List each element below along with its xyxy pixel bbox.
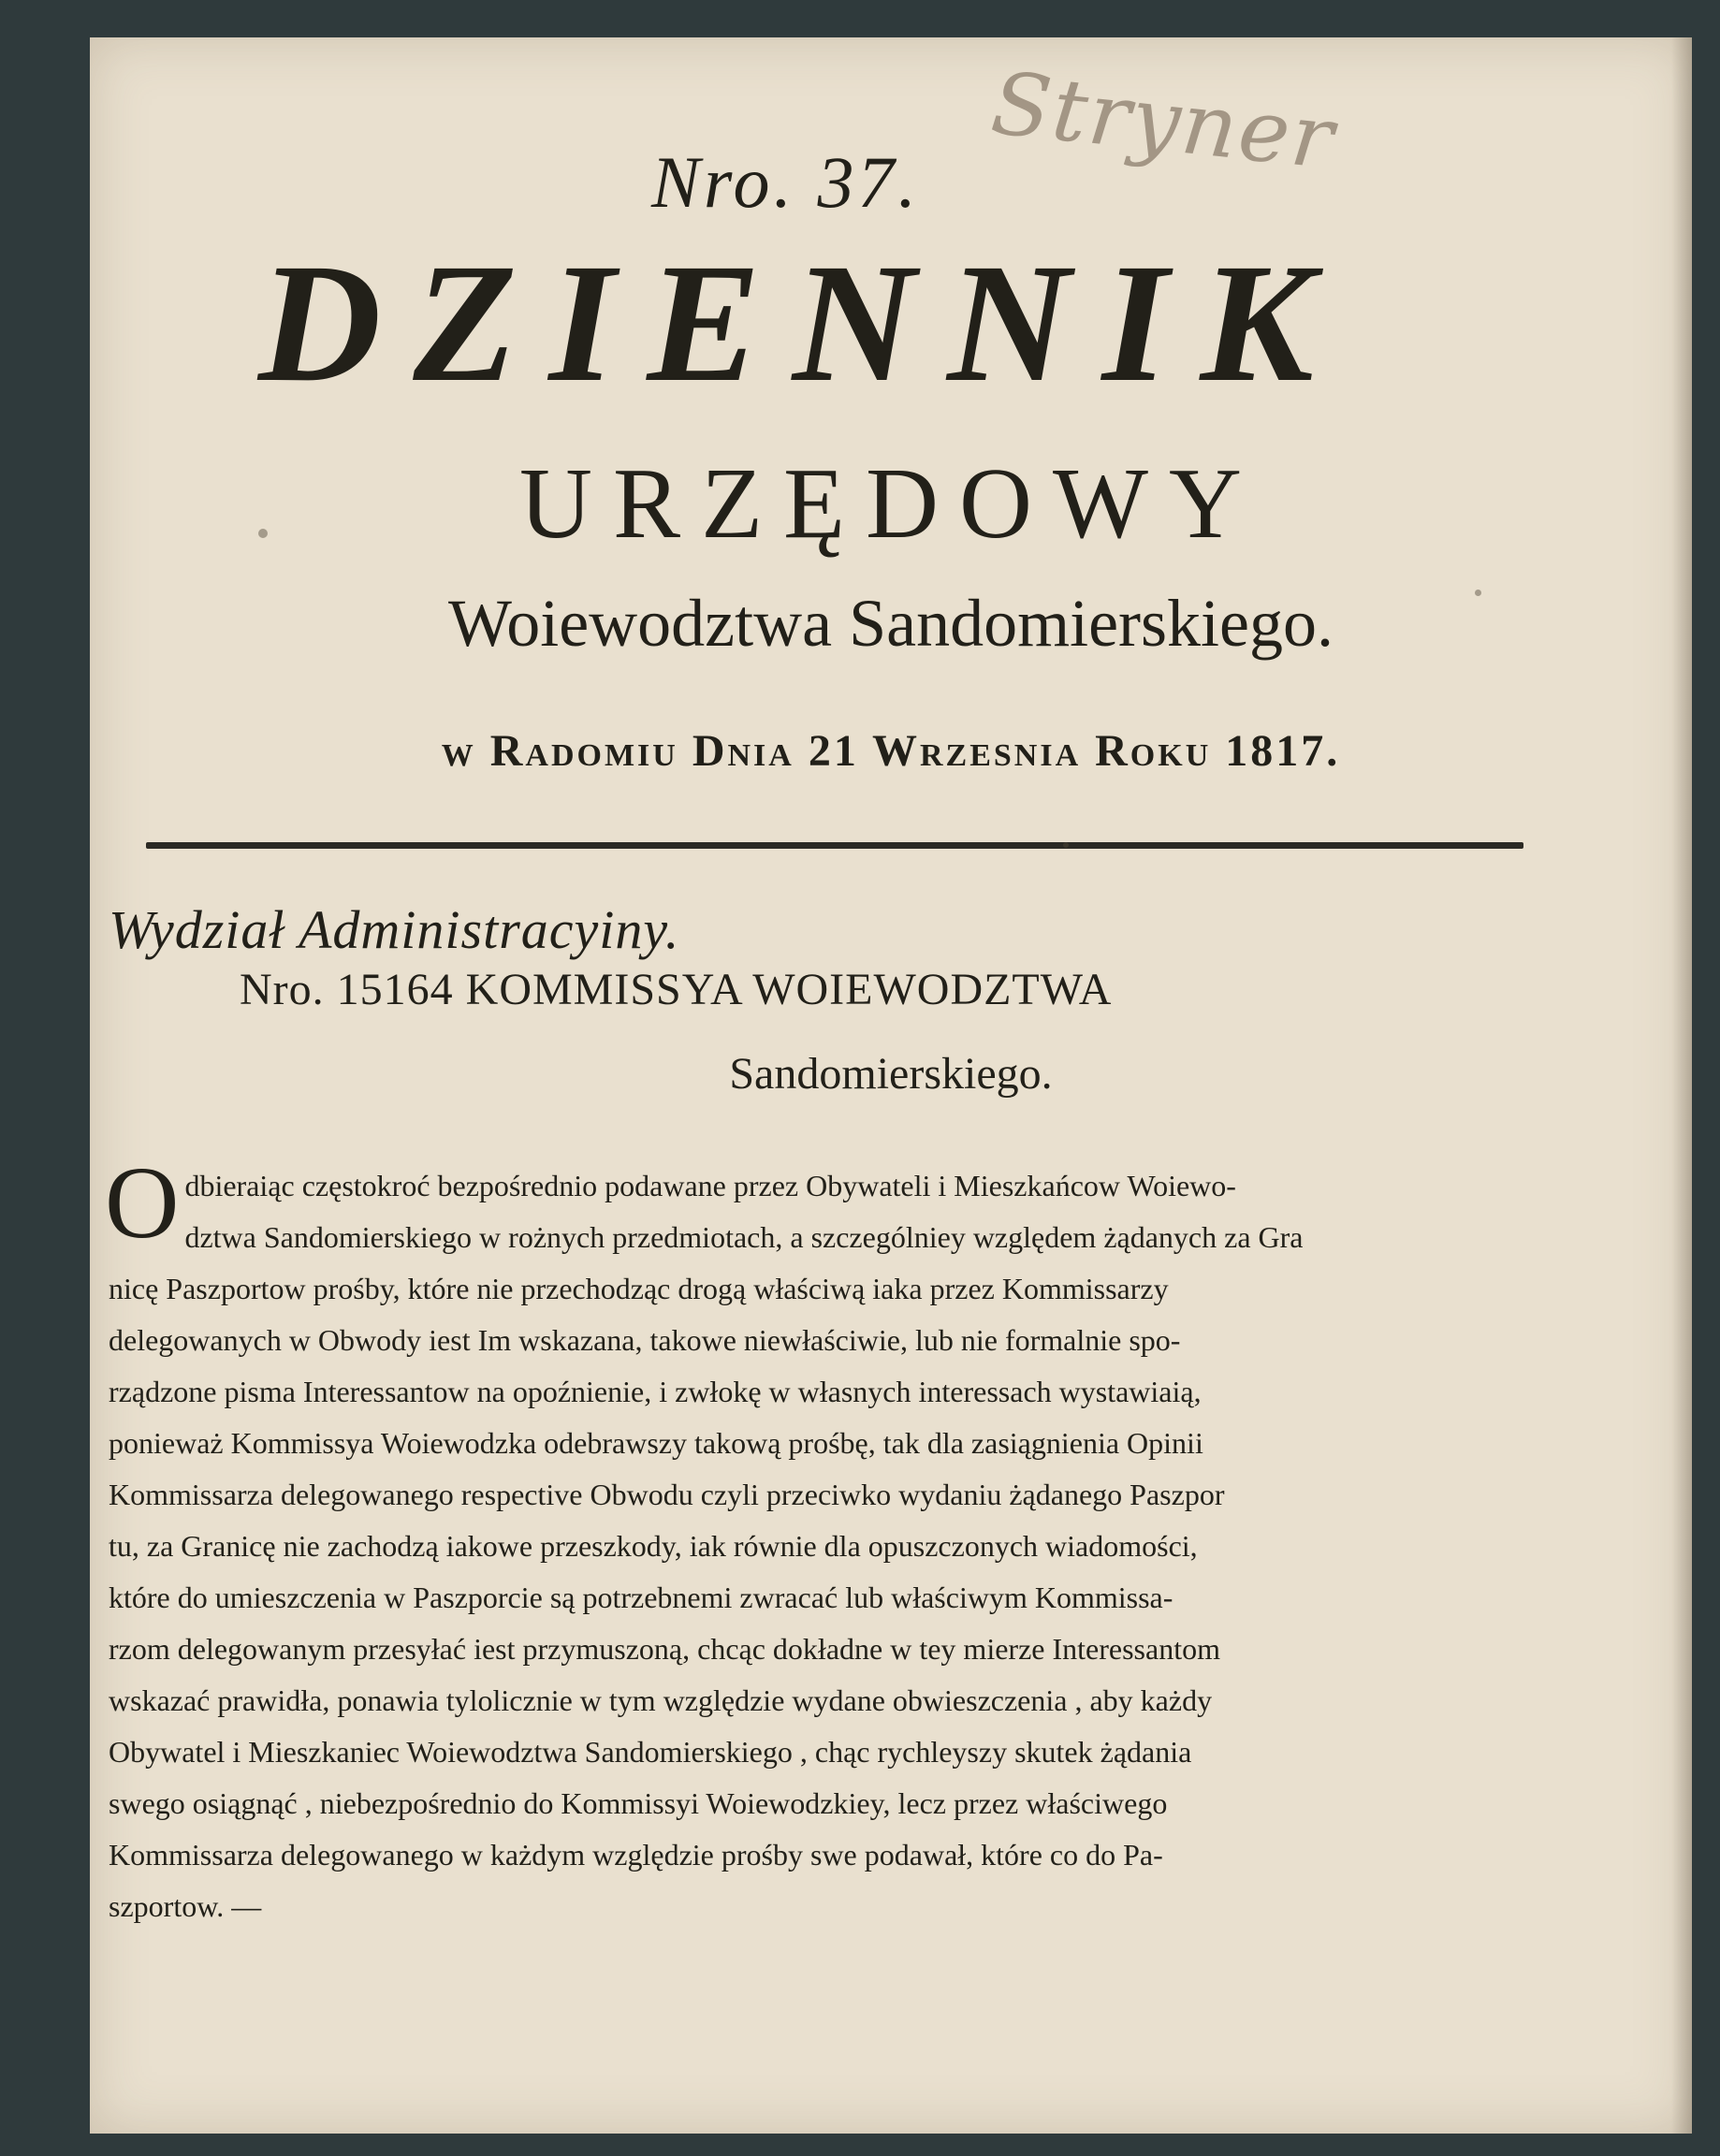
body-line: dbieraiąc częstokroć bezpośrednio podawane przez Obywateli i Mieszkańcow Woiewo-: [184, 1169, 1236, 1202]
body-line: Obywatel i Mieszkaniec Woiewodztwa Sandomierskiego , chąc rychleyszy skutek żądania: [109, 1735, 1192, 1769]
body-line: które do umieszczenia w Paszporcie są potrzebnemi zwracać lub właściwym Kommissa-: [109, 1581, 1173, 1614]
paper-speck: [258, 529, 268, 538]
body-line: Kommissarza delegowanego w każdym względzie prośby swe podawał, które co do Pa-: [109, 1838, 1163, 1872]
issue-number: Nro. 37.: [651, 141, 920, 223]
body-line: wskazać prawidła, ponawia tylolicznie w tym względzie wydane obwieszczenia , aby każdy: [109, 1683, 1213, 1717]
handwritten-note: Stryner: [986, 52, 1340, 189]
body-line: ponieważ Kommissya Woiewodzka odebrawszy takową prośbę, tak dla zasiągnienia Opinii: [109, 1426, 1203, 1460]
paper-speck: [1063, 842, 1069, 848]
body-line: delegowanych w Obwody iest Im wskazana, takowe niewłaściwie, lub nie formalnie spo-: [109, 1323, 1181, 1357]
decree-number-line: Nro. 15164 KOMMISSYA WOIEWODZTWA: [240, 965, 1113, 1014]
body-line: rządzone pisma Interessantow na opoźnienie, i zwłokę w własnych interessach wystawiaią,: [109, 1375, 1202, 1408]
masthead-divider: [146, 842, 1523, 849]
article-body: [105, 1145, 1625, 1932]
masthead-region: Woiewodztwa Sandomierskiego.: [448, 586, 1334, 661]
body-line: swego osiągnąć , niebezpośrednio do Kommissyi Woiewodzkiey, lecz przez właściwego: [109, 1786, 1168, 1820]
body-line: dztwa Sandomierskiego w rożnych przedmiotach, a szczególniey względem żądanych za Gra: [184, 1220, 1304, 1254]
section-heading: Wydział Administracyiny.: [109, 899, 680, 960]
masthead-title: DZIENNIK: [258, 229, 1346, 417]
paper-speck: [1475, 590, 1481, 596]
masthead-date-line: w Radomiu Dnia 21 Wrzesnia Roku 1817.: [441, 726, 1341, 776]
drop-cap: O: [105, 1145, 180, 1260]
decree-authority: Sandomierskiego.: [729, 1049, 1053, 1099]
body-line: tu, za Granicę nie zachodzą iakowe przeszkody, iak równie dla opuszczonych wiadomości,: [109, 1529, 1198, 1563]
body-line: szportow. —: [109, 1889, 262, 1923]
masthead-subtitle: URZĘDOWY: [519, 448, 1262, 560]
newspaper-page: [90, 37, 1692, 2134]
body-line: Kommissarza delegowanego respective Obwodu czyli przeciwko wydaniu żądanego Paszpor: [109, 1478, 1225, 1511]
body-line: rzom delegowanym przesyłać iest przymuszoną, chcąc dokładne w tey mierze Interessantom: [109, 1632, 1220, 1666]
body-line: nicę Paszportow prośby, które nie przechodząc drogą właściwą iaka przez Kommissarzy: [109, 1272, 1169, 1305]
